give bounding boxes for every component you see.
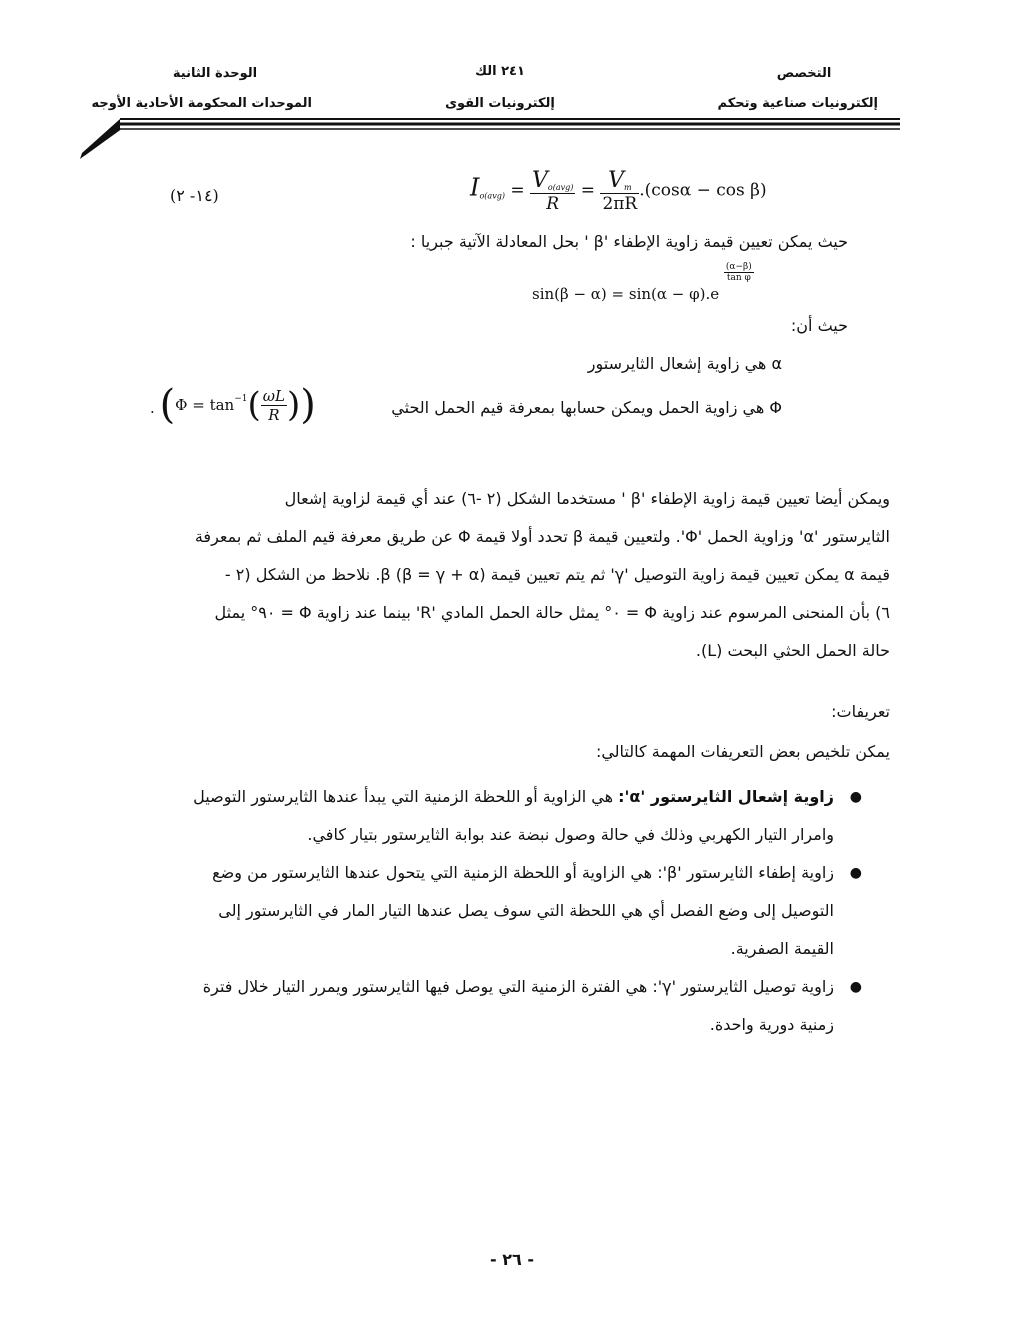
paragraph-line: قيمة α يمكن تعيين قيمة زاوية التوصيل 'γ' ثم يتم تعيين قيمة β (β = γ + α). نلاحظ من الشكل (٢ - [224,565,890,584]
header-left-sub: الموحدات المحكومة الأحادية الأوجه [91,96,312,111]
paragraph-line: ويمكن أيضا تعيين قيمة زاوية الإطفاء 'β ' مستخدما الشكل (٢ -٦) عند أي قيمة لزاوية إشعال [284,489,890,508]
equation-number: (١٤- ٢) [170,186,219,205]
where-label: حيث أن: [790,316,848,335]
bullet-icon: ● [849,979,862,995]
header-left-title: الوحدة الثانية [172,66,258,81]
phi-definition: Φ هي زاوية الحمل ويمكن حسابها بمعرفة قيم الحمل الحثي [391,398,782,417]
list-item: ● زاوية توصيل الثايرستور 'γ': هي الفترة الزمنية التي يوصل فيها الثايرستور ويمرر التيار خلال فترة زمنية دورية واحدة. [84,968,864,1044]
bullet-icon: ● [849,865,862,881]
header-rule [80,115,910,165]
figure-usage-paragraph [130,480,890,670]
list-item: ● زاوية إشعال الثايرستور 'α': هي الزاوية أو اللحظة الزمنية التي يبدأ عندها الثايرستور التوصيل وامرار التيار الكهربي وذلك في حالة وصول نبضة عند بوابة الثايرستور بتيار كافي. [84,778,864,854]
paragraph-line: حالة الحمل الحثي البحت (L). [695,641,890,660]
extinction-angle-intro: حيث يمكن تعيين قيمة زاوية الإطفاء 'β ' بحل المعادلة الآتية جبريا : [410,232,848,251]
header-right-title: التخصص [776,66,832,81]
paragraph-line: ٦) بأن المنحنى المرسوم عند زاوية Φ = ٠° يمثل حالة الحمل المادي 'R' بينما عند زاوية Φ = ٩٠° يمثل [214,603,890,622]
page-number: - ٢٦ - [490,1250,534,1269]
definitions-intro: يمكن تلخيص بعض التعريفات المهمة كالتالي: [595,742,890,761]
phi-formula: . ($\Phi = \tan^{-1}$( $\frac{\omega L}{R}$ )) [150,382,316,428]
extinction-angle-equation: sin(β − α) = sin(α − φ).e $\frac{(\alpha-\beta)}{\text{tan φ}}$ [532,262,752,303]
definitions-title: تعريفات: [831,702,890,721]
list-item: ● زاوية إطفاء الثايرستور 'β': هي الزاوية أو اللحظة الزمنية التي يتحول عندها الثايرستور من وضع التوصيل إلى وضع الفصل أي هي اللحظة التي سوف يصل عندها التيار المار في الثايرستور إلى القيمة الصفرية. [84,854,864,968]
alpha-definition: α هي زاوية إشعال الثايرستور [587,354,782,373]
bullet-icon: ● [849,789,862,805]
average-current-equation: $I_{o(avg)}$ = $\frac{V_{o(avg)}}{R}$ = $\frac{V_m}{2\pi R}$ .(cosα − cos β) [470,168,767,214]
header-right-sub: إلكترونيات صناعية وتحكم [717,96,878,111]
header-center-sub: إلكترونيات القوى [445,96,555,111]
header-center-title: ٢٤١ الك [475,64,525,79]
definitions-list [84,778,864,1044]
paragraph-line: الثايرستور 'α' وزاوية الحمل 'Φ'. ولتعيين قيمة β تحدد أولا قيمة Φ عن طريق معرفة قيم الملف ثم بمعرفة [194,527,890,546]
